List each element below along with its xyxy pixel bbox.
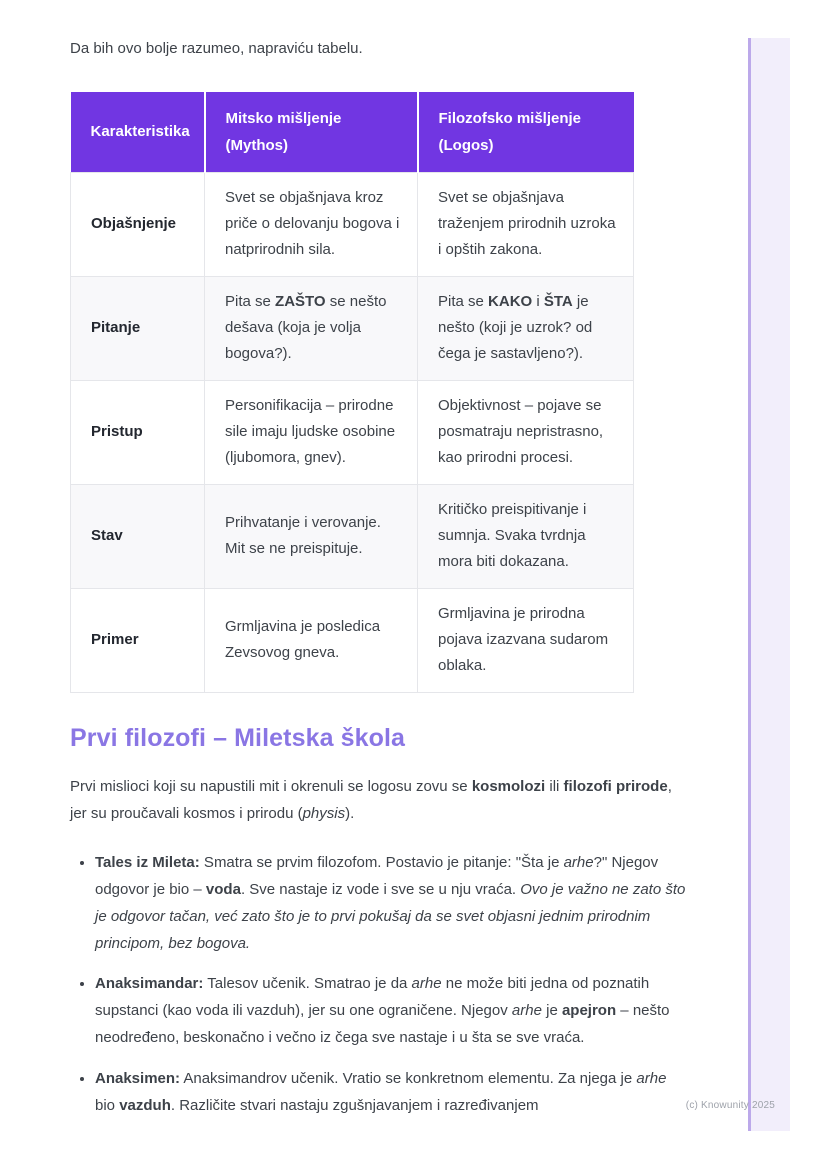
cell-mythos: Personifikacija – prirodne sile imaju ljudske osobine (ljubomora, gnev). [205,380,418,484]
page-edge-decoration [748,38,790,1131]
col-header-logos: Filozofsko mišljenje (Logos) [418,92,634,172]
cell-logos: Objektivnost – pojave se posmatraju nepristrasno, kao prirodni procesi. [418,380,634,484]
bullet-list [70,850,690,1120]
section-heading: Prvi filozofi – Miletska škola [70,723,406,752]
table-row [71,588,634,692]
row-label: Pristup [71,380,205,484]
comparison-table [70,92,634,693]
col-header-mythos: Mitsko mišljenje (Mythos) [205,92,418,172]
cell-mythos: Svet se objašnjava kroz priče o delovanju bogova i natprirodnih sila. [205,172,418,276]
row-label: Primer [71,588,205,692]
cell-mythos: Pita se ZAŠTO se nešto dešava (koja je volja bogova?). [205,276,418,380]
intro-paragraph: Da bih ovo bolje razumeo, napraviću tabelu. [70,40,363,57]
section-paragraph: Prvi mislioci koji su napustili mit i okrenuli se logosu zovu se kosmolozi ili filozofi prirode, jer su proučavali kosmos i prirodu (physis). [70,777,672,823]
table-header-row [71,92,634,172]
col-header-karakteristika: Karakteristika [71,92,205,172]
cell-logos: Grmljavina je prirodna pojava izazvana sudarom oblaka. [418,588,634,692]
cell-mythos: Prihvatanje i verovanje. Mit se ne preispituje. [205,484,418,588]
footer-copyright: (c) Knowunity 2025 [685,1100,775,1111]
row-label: Objašnjenje [71,172,205,276]
cell-logos: Kritičko preispitivanje i sumnja. Svaka tvrdnja mora biti dokazana. [418,484,634,588]
row-label: Pitanje [71,276,205,380]
document-content [70,38,690,1134]
list-item-tales: • Tales iz Mileta: Smatra se prvim filozofom. Postavio je pitanje: "Šta je arhe?" Njegov odgovor je bio – voda. Sve nastaje iz vode i sve se u nju vraća. Ovo je važno ne zato što je odgovor tačan, već zato što je to prvi pokušaj da se svet objasni jednim prirodnim principom, bez bogova. [95,850,690,957]
list-item-anaksimandar: • Anaksimandar: Talesov učenik. Smatrao je da arhe ne može biti jedna od poznatih supstanci (kao voda ili vazduh), jer su one ograničene. Njegov arhe je apejron – nešto neodređeno, beskonačno i večno iz čega sve nastaje i u šta se sve vraća. [95,971,690,1052]
cell-logos: Pita se KAKO i ŠTA je nešto (koji je uzrok? od čega je sastavljeno?). [418,276,634,380]
cell-mythos: Grmljavina je posledica Zevsovog gneva. [205,588,418,692]
table-row [71,380,634,484]
list-item-anaksimen: • Anaksimen: Anaksimandrov učenik. Vratio se konkretnom elementu. Za njega je arhe bio vazduh. Različite stvari nastaju zgušnjavanjem i razređivanjem [95,1066,690,1120]
cell-logos: Svet se objašnjava traženjem prirodnih uzroka i opštih zakona. [418,172,634,276]
table-row [71,172,634,276]
table-row [71,484,634,588]
table-row [71,276,634,380]
row-label: Stav [71,484,205,588]
